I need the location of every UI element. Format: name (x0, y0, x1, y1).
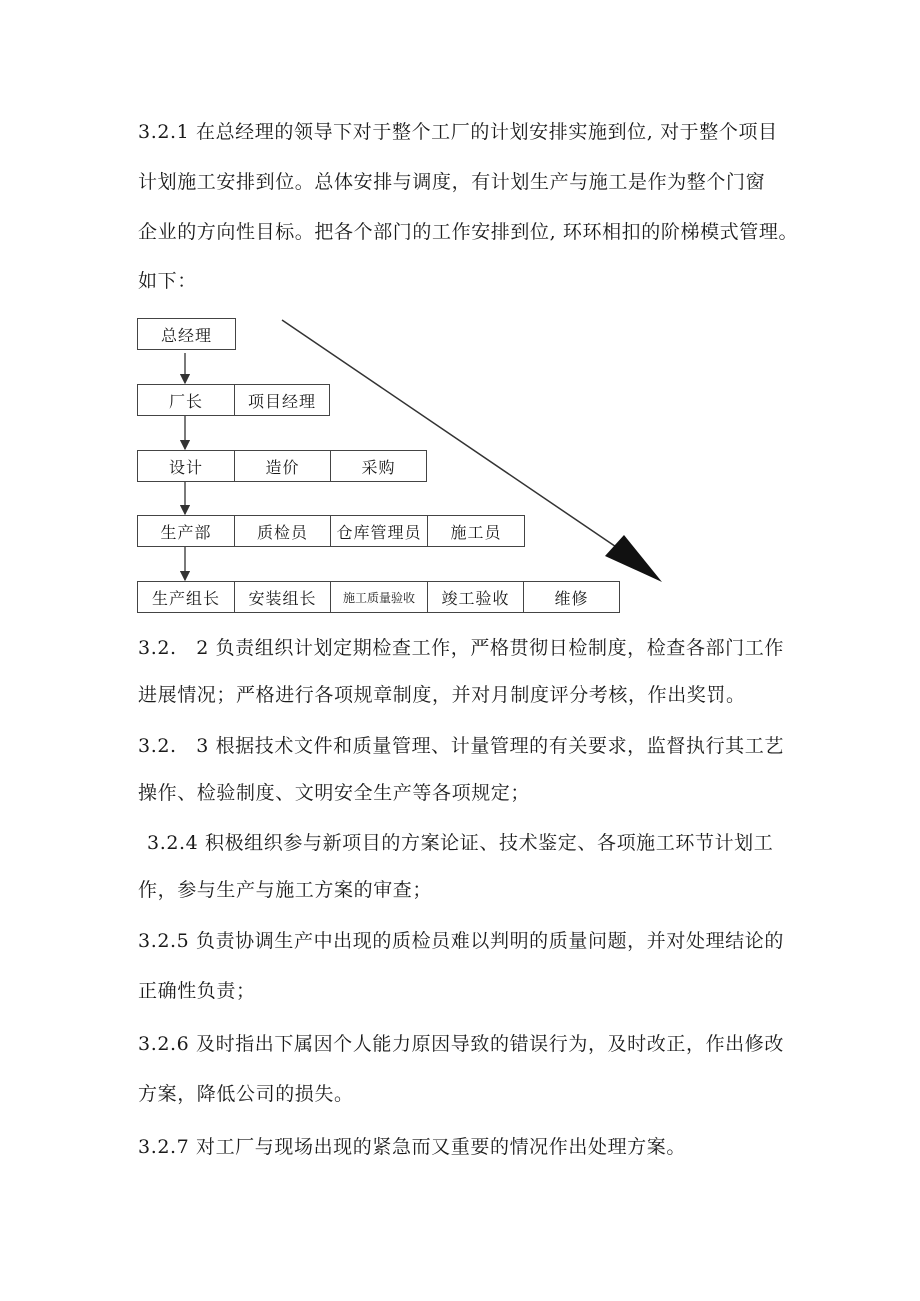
org-box-project-manager: 项目经理 (234, 384, 330, 416)
org-box-completion-acceptance: 竣工验收 (427, 581, 524, 613)
org-box-warehouse-manager: 仓库管理员 (330, 515, 428, 547)
item-line: 3.2.6 及时指出下属因个人能力原因导致的错误行为，及时改正，作出修改 (138, 1033, 784, 1055)
org-box-design: 设计 (137, 450, 235, 482)
org-box-installation-team-leader: 安装组长 (234, 581, 331, 613)
org-box-construction-quality-acceptance: 施工质量验收 (330, 581, 428, 613)
paragraph-line: 企业的方向性目标。把各个部门的工作安排到位, 环环相扣的阶梯模式管理。 (138, 221, 799, 243)
org-box-general-manager: 总经理 (137, 318, 236, 350)
paragraph-line: 3.2.1 在总经理的领导下对于整个工厂的计划安排实施到位, 对于整个项目 (138, 121, 778, 143)
item-line: 方案，降低公司的损失。 (138, 1083, 354, 1105)
paragraph-line: 如下： (138, 270, 197, 292)
org-box-maintenance: 维修 (523, 581, 620, 613)
item-line: 3.2.7 对工厂与现场出现的紧急而又重要的情况作出处理方案。 (138, 1136, 686, 1158)
org-box-quality-inspector: 质检员 (234, 515, 331, 547)
item-line: 正确性负责； (138, 980, 256, 1002)
paragraph-line: 计划施工安排到位。总体安排与调度，有计划生产与施工是作为整个门窗 (138, 171, 766, 193)
org-box-procurement: 采购 (330, 450, 427, 482)
item-line: 进展情况；严格进行各项规章制度，并对月制度评分考核，作出奖罚。 (138, 684, 746, 706)
org-box-factory-director: 厂长 (137, 384, 235, 416)
item-line: 操作、检验制度、文明安全生产等各项规定； (138, 782, 531, 804)
org-box-production-dept: 生产部 (137, 515, 235, 547)
item-line: 作，参与生产与施工方案的审查； (138, 879, 433, 901)
item-line: 3.2.4 积极组织参与新项目的方案论证、技术鉴定、各项施工环节计划工 (147, 832, 774, 854)
org-box-construction-worker: 施工员 (427, 515, 525, 547)
item-line: 3.2.5 负责协调生产中出现的质检员难以判明的质量问题，并对处理结论的 (138, 930, 784, 952)
org-box-production-team-leader: 生产组长 (137, 581, 235, 613)
item-line: 3.2. 2 负责组织计划定期检查工作，严格贯彻日检制度，检查各部门工作 (138, 637, 784, 659)
org-box-cost: 造价 (234, 450, 331, 482)
diagonal-arrow-head (605, 535, 662, 582)
item-line: 3.2. 3 根据技术文件和质量管理、计量管理的有关要求，监督执行其工艺 (138, 735, 784, 757)
org-chart (0, 0, 920, 640)
